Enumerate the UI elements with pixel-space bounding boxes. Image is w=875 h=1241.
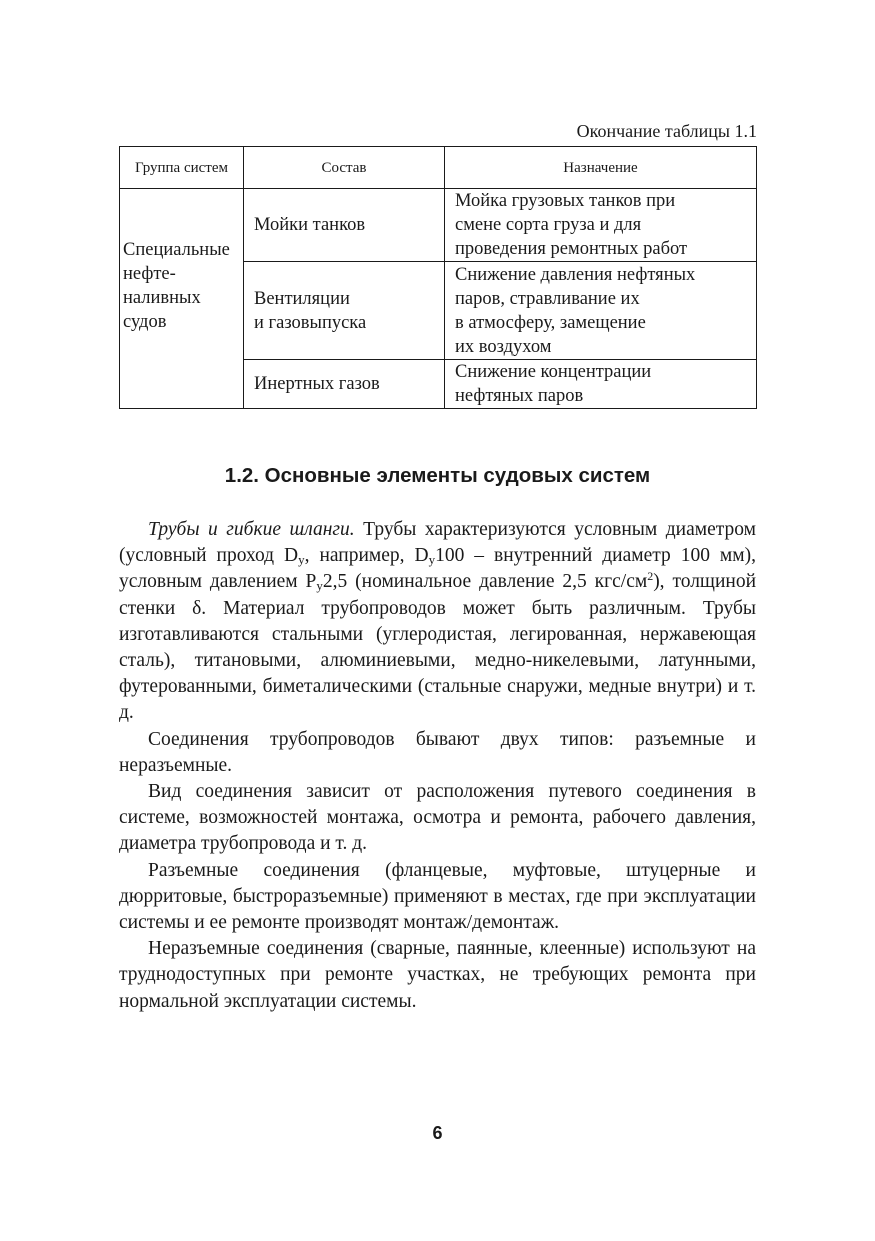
purpose-cell: Снижение концентрации нефтяных паров [445, 360, 757, 409]
superscript: 2 [647, 569, 654, 584]
subscript: у [298, 552, 305, 568]
group-label-line: нефте- [123, 264, 176, 284]
group-cell [120, 189, 244, 409]
section-heading: 1.2. Основные элементы судовых систем [224, 464, 651, 487]
purpose-cell: Мойка грузовых танков при смене сорта груза и для проведения ремонтных работ [445, 189, 757, 262]
page-number: 6 [432, 1123, 443, 1143]
group-label-line: Специальные [123, 240, 230, 260]
header-purpose: Назначение [445, 147, 757, 189]
composition-cell: Инертных газов [244, 360, 445, 409]
composition-cell: Мойки танков [244, 189, 445, 262]
group-label-line: судов [123, 312, 167, 332]
header-composition: Состав [244, 147, 445, 189]
paragraph: Трубы и гибкие шланги. Трубы характеризуются условным диаметром (условный проход $D_у$, например, $D_у100$ – внутренний диаметр 100 мм), условным давлением $P_у2,5$ (номинальное давление 2,5 кгс/$см^2$), толщиной стенки δ. Материал трубопроводов может быть различным. Трубы изготавливаются стальными (углеродистая, легированная, нержавеющая сталь), титановыми, алюминиевыми, медно-никелевыми, латунными, футерованными, биметалическими (стальные снаружи, медные внутри) и т. д. [119, 519, 757, 724]
subscript: у [316, 578, 323, 594]
paragraph: Соединения трубопроводов бывают двух типов: разъемные и неразъемные. [119, 728, 756, 776]
systems-table [119, 146, 757, 409]
composition-cell: Вентиляции и газовыпуска [244, 262, 445, 360]
subscript: у [428, 552, 436, 568]
group-label-line: наливных [123, 288, 201, 308]
table-row [120, 189, 757, 262]
paragraph: Вид соединения зависит от расположения путевого соединения в системе, возможностей монтажа, осмотра и ремонта, рабочего давления, диаметра трубопровода и т. д. [119, 781, 756, 855]
table-caption: Окончание таблицы 1.1 [576, 121, 757, 141]
paragraph: Разъемные соединения (фланцевые, муфтовые, штуцерные и дюрритовые, быстроразъемные) применяют в местах, где при эксплуатации системы и ее ремонте производят монтаж/демонтаж. [119, 859, 756, 934]
italic-lead: Трубы и гибкие шланги. [148, 519, 355, 540]
purpose-cell: Снижение давления нефтяных паров, стравливание их в атмосферу, замещение их воздухом [445, 262, 757, 360]
header-group: Группа систем [120, 147, 244, 189]
paragraph: Неразъемные соединения (сварные, паянные, клеенные) используют на труднодоступных при ремонте участках, не требующих ремонта при нормальной эксплуатации системы. [119, 938, 756, 1012]
table-header-row [120, 147, 757, 189]
body-text [119, 517, 756, 1015]
